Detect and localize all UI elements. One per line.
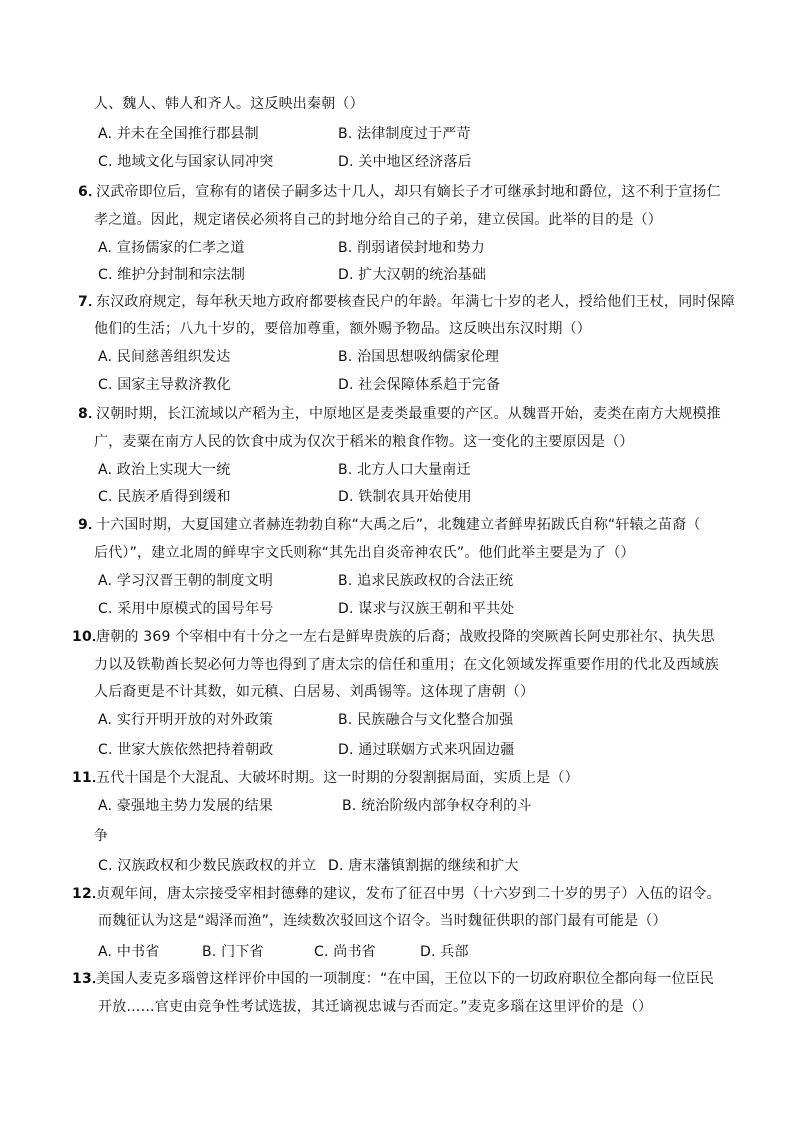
q11-option-d: D. 唐末藩镇割据的继续和扩大 — [328, 858, 519, 874]
q6-stem-line2: 孝之道。因此，规定诸侯必须将自己的封地分给自己的子弟，建立侯国。此举的目的是（） — [94, 212, 662, 228]
q12-stem-line2: 而魏征认为这是“竭泽而渔”，连续数次驳回这个诏令。当时魏征供职的部门最有可能是（） — [98, 913, 667, 929]
q13-stem-line1: 美国人麦克多瑙曾这样评价中国的一项制度：“在中国，王位以下的一切政府职位全都向每一位臣民 — [96, 971, 715, 987]
q8-option-b: B. 北方人口大量南迁 — [338, 462, 471, 478]
q6-option-a: A. 宣扬儒家的仁孝之道 — [98, 240, 245, 256]
q11-option-b-wrap: 争 — [94, 828, 109, 844]
q5-option-b: B. 法律制度过于严苛 — [338, 126, 471, 142]
q8-option-d: D. 铁制农具开始使用 — [338, 489, 472, 505]
q8-option-a: A. 政治上实现大一统 — [98, 462, 231, 478]
q10-number: 10． — [72, 629, 107, 645]
q11-option-b: B. 统治阶级内部争权夺利的斗 — [342, 798, 532, 814]
q10-option-d: D. 通过联姻方式来巩固边疆 — [338, 742, 515, 758]
q13-number: 13． — [72, 971, 107, 987]
q9-option-d: D. 谋求与汉族王朝和平共处 — [338, 601, 515, 617]
q12-stem-line1: 贞观年间，唐太宗接受宰相封德彝的建议，发布了征召中男（十六岁到二十岁的男子）入伍的诏令。 — [96, 886, 721, 902]
q8-number: 8． — [78, 406, 103, 422]
q9-stem-line2: 后代）”，建立北周的鲜卑宇文氏则称“其先出自炎帝神农氏”。他们此举主要是为了（） — [94, 545, 635, 561]
q7-option-a: A. 民间慈善组织发达 — [98, 349, 231, 365]
q10-option-b: B. 民族融合与文化整合加强 — [338, 712, 514, 728]
q6-option-d: D. 扩大汉朝的统治基础 — [338, 267, 487, 283]
q6-option-c: C. 维护分封制和宗法制 — [98, 267, 246, 283]
q5-option-d: D. 关中地区经济落后 — [338, 154, 472, 170]
q10-stem-line3: 人后裔更是不计其数，如元稹、白居易、刘禹锡等。这体现了唐朝（） — [94, 684, 535, 700]
q8-option-c: C. 民族矛盾得到缓和 — [98, 489, 231, 505]
q7-option-d: D. 社会保障体系趋于完备 — [338, 377, 501, 393]
q6-stem-line1: 汉武帝即位后，宣称有的诸侯子嗣多达十几人，却只有嫡长子才可继承封地和爵位，这不利于宣扬仁 — [96, 184, 721, 200]
q7-stem-line1: 东汉政府规定，每年秋天地方政府都要核查民户的年龄。年满七十岁的老人，授给他们王杖，同时保障 — [96, 294, 735, 310]
q7-number: 7． — [78, 294, 103, 310]
q9-option-c: C. 采用中原模式的国号年号 — [98, 601, 274, 617]
q11-option-c: C. 汉族政权和少数民族政权的并立 — [98, 858, 317, 874]
q13-stem-line2: 开放……官吏由竞争性考试选拔，其迁谪视忠诚与否而定。”麦克多瑙在这里评价的是（） — [98, 999, 653, 1015]
q8-stem-line1: 汉朝时期，长江流域以产稻为主，中原地区是麦类最重要的产区。从魏晋开始，麦类在南方大规模推 — [96, 406, 721, 422]
q12-option-d: D. 兵部 — [420, 944, 469, 960]
q7-option-c: C. 国家主导救济教化 — [98, 377, 231, 393]
q9-stem-line1: 十六国时期，大夏国建立者赫连勃勃自称“大禹之后”，北魏建立者鲜卑拓跋氏自称“轩辕之苗裔（ — [96, 517, 701, 533]
q9-number: 9． — [78, 517, 103, 533]
q5-option-a: A. 并未在全国推行郡县制 — [98, 126, 259, 142]
q7-stem-line2: 他们的生活；八九十岁的，要倍加尊重，额外赐予物品。这反映出东汉时期（） — [94, 321, 591, 337]
q6-option-b: B. 削弱诸侯封地和势力 — [338, 240, 485, 256]
q6-number: 6． — [78, 184, 103, 200]
q10-stem-line2: 力以及铁勒酋长契必何力等也得到了唐太宗的信任和重用；在文化领域发挥重要作用的代北及西域族 — [94, 657, 719, 673]
q8-stem-line2: 广，麦粟在南方人民的饮食中成为仅次于稻米的粮食作物。这一变化的主要原因是（） — [94, 434, 634, 450]
q5-option-c: C. 地域文化与国家认同冲突 — [98, 154, 274, 170]
q10-stem-line1: 唐朝的 369 个宰相中有十分之一左右是鲜卑贵族的后裔；战败投降的突厥酋长阿史那社尔、执失思 — [96, 629, 715, 645]
q5-stem-tail: 人、魏人、韩人和齐人。这反映出秦朝（） — [94, 96, 364, 112]
q11-stem-line1: 五代十国是个大混乱、大破坏时期。这一时期的分裂割据局面，实质上是（） — [96, 770, 579, 786]
q11-option-a: A. 豪强地主势力发展的结果 — [98, 798, 274, 814]
q12-option-a: A. 中书省 — [98, 944, 160, 960]
q9-option-a: A. 学习汉晋王朝的制度文明 — [98, 573, 274, 589]
q10-option-a: A. 实行开明开放的对外政策 — [98, 712, 274, 728]
q10-option-c: C. 世家大族依然把持着朝政 — [98, 742, 274, 758]
q12-number: 12． — [72, 886, 107, 902]
q12-option-b: B. 门下省 — [202, 944, 264, 960]
q9-option-b: B. 追求民族政权的合法正统 — [338, 573, 514, 589]
q11-number: 11． — [72, 770, 107, 786]
q12-option-c: C. 尚书省 — [314, 944, 376, 960]
q7-option-b: B. 治国思想吸纳儒家伦理 — [338, 349, 500, 365]
